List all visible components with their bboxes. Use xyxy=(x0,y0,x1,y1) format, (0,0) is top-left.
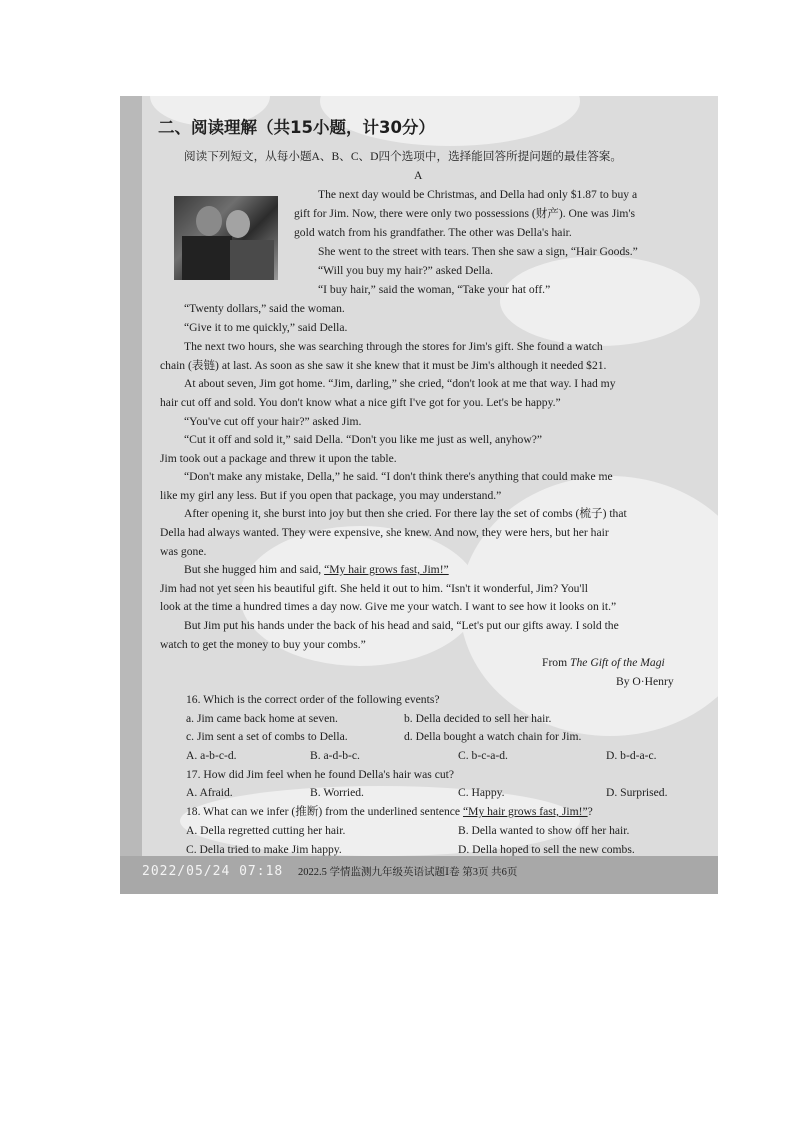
question-16-event-b: b. Della decided to sell her hair. xyxy=(404,712,552,725)
passage-line: watch to get the money to buy your combs.” xyxy=(160,638,366,651)
passage-line: “Twenty dollars,” said the woman. xyxy=(184,302,345,315)
passage-line: But she hugged him and said, “My hair grows fast, Jim!” xyxy=(184,563,449,576)
passage-line: gold watch from his grandfather. The other was Della's hair. xyxy=(294,226,572,239)
option-17-b: B. Worried. xyxy=(310,786,364,799)
author: By O·Henry xyxy=(616,675,674,688)
option-18-b: B. Della wanted to show off her hair. xyxy=(458,824,630,837)
passage-line: Della had always wanted. They were expensive, she knew. And now, they were hers, but her hair xyxy=(160,526,609,539)
passage-line: “Cut it off and sold it,” said Della. “Don't you like me just as well, anyhow?” xyxy=(184,433,542,446)
option-16-b: B. a-d-b-c. xyxy=(310,749,360,762)
passage-line: The next day would be Christmas, and Della had only $1.87 to buy a xyxy=(318,188,638,201)
illustration-image xyxy=(174,196,278,280)
passage-line: “I buy hair,” said the woman, “Take your hat off.” xyxy=(318,283,551,296)
instructions: 阅读下列短文，从每小题A、B、C、D四个选项中，选择能回答所提问题的最佳答案。 xyxy=(184,150,622,163)
source-title: The Gift of the Magi xyxy=(570,656,665,669)
passage-line: Jim took out a package and threw it upon the table. xyxy=(160,452,397,465)
option-17-a: A. Afraid. xyxy=(186,786,233,799)
passage-line: At about seven, Jim got home. “Jim, darling,” she cried, “don't look at me that way. I had my xyxy=(184,377,616,390)
passage-line: gift for Jim. Now, there were only two possessions (财产). One was Jim's xyxy=(294,207,636,220)
passage-line: “Will you buy my hair?” asked Della. xyxy=(318,264,493,277)
page-footer: 2022.5 学情监测九年级英语试题Ⅰ卷 第3页 共6页 xyxy=(298,867,518,878)
question-17-stem: 17. How did Jim feel when he found Della's hair was cut? xyxy=(186,768,455,781)
passage-line: chain (表链) at last. As soon as she saw it she knew that it must be Jim's although it needed $21. xyxy=(160,359,607,372)
passage-line: was gone. xyxy=(160,545,207,558)
passage-line: Jim had not yet seen his beautiful gift. She held it out to him. “Isn't it wonderful, Jim? You'll xyxy=(160,582,588,595)
passage-line: “Don't make any mistake, Della,” he said. “I don't think there's anything that could make me xyxy=(184,470,613,483)
passage-line: look at the time a hundred times a day now. Give me your watch. I want to see how it looks on it.” xyxy=(160,600,617,613)
section-title: 二、阅读理解（共15小题，计30分） xyxy=(158,118,435,137)
option-18-a: A. Della regretted cutting her hair. xyxy=(186,824,346,837)
question-18-stem: 18. What can we infer (推断) from the underlined sentence “My hair grows fast, Jim!”? xyxy=(186,805,593,818)
passage-line: “Give it to me quickly,” said Della. xyxy=(184,321,348,334)
passage-line: She went to the street with tears. Then she saw a sign, “Hair Goods.” xyxy=(318,245,638,258)
option-17-c: C. Happy. xyxy=(458,786,505,799)
passage-line: “You've cut off your hair?” asked Jim. xyxy=(184,415,362,428)
passage-line: like my girl any less. But if you open that package, you may understand.” xyxy=(160,489,502,502)
option-16-a: A. a-b-c-d. xyxy=(186,749,237,762)
question-16-stem: 16. Which is the correct order of the following events? xyxy=(186,693,440,706)
question-16-event-c: c. Jim sent a set of combs to Della. xyxy=(186,730,348,743)
passage-line: The next two hours, she was searching through the stores for Jim's gift. She found a watch xyxy=(184,340,603,353)
underlined-sentence: “My hair grows fast, Jim!” xyxy=(324,563,449,576)
option-17-d: D. Surprised. xyxy=(606,786,668,799)
option-18-d: D. Della hoped to sell the new combs. xyxy=(458,843,635,856)
passage-line: After opening it, she burst into joy but then she cried. For there lay the set of combs (梳子) that xyxy=(184,507,627,520)
scanned-page xyxy=(120,96,718,894)
passage-line: But Jim put his hands under the back of his head and said, “Let's put our gifts away. I sold the xyxy=(184,619,619,632)
passage-line: hair cut off and sold. You don't know what a nice gift I've got for you. Let's be happy.” xyxy=(160,396,561,409)
photo-timestamp: 2022/05/24 07:18 xyxy=(142,864,284,879)
option-16-c: C. b-c-a-d. xyxy=(458,749,508,762)
source-line: From The Gift of the Magi xyxy=(542,656,665,669)
option-16-d: D. b-d-a-c. xyxy=(606,749,657,762)
option-18-c: C. Della tried to make Jim happy. xyxy=(186,843,342,856)
passage-label: A xyxy=(414,169,423,182)
question-16-event-d: d. Della bought a watch chain for Jim. xyxy=(404,730,582,743)
question-16-event-a: a. Jim came back home at seven. xyxy=(186,712,338,725)
